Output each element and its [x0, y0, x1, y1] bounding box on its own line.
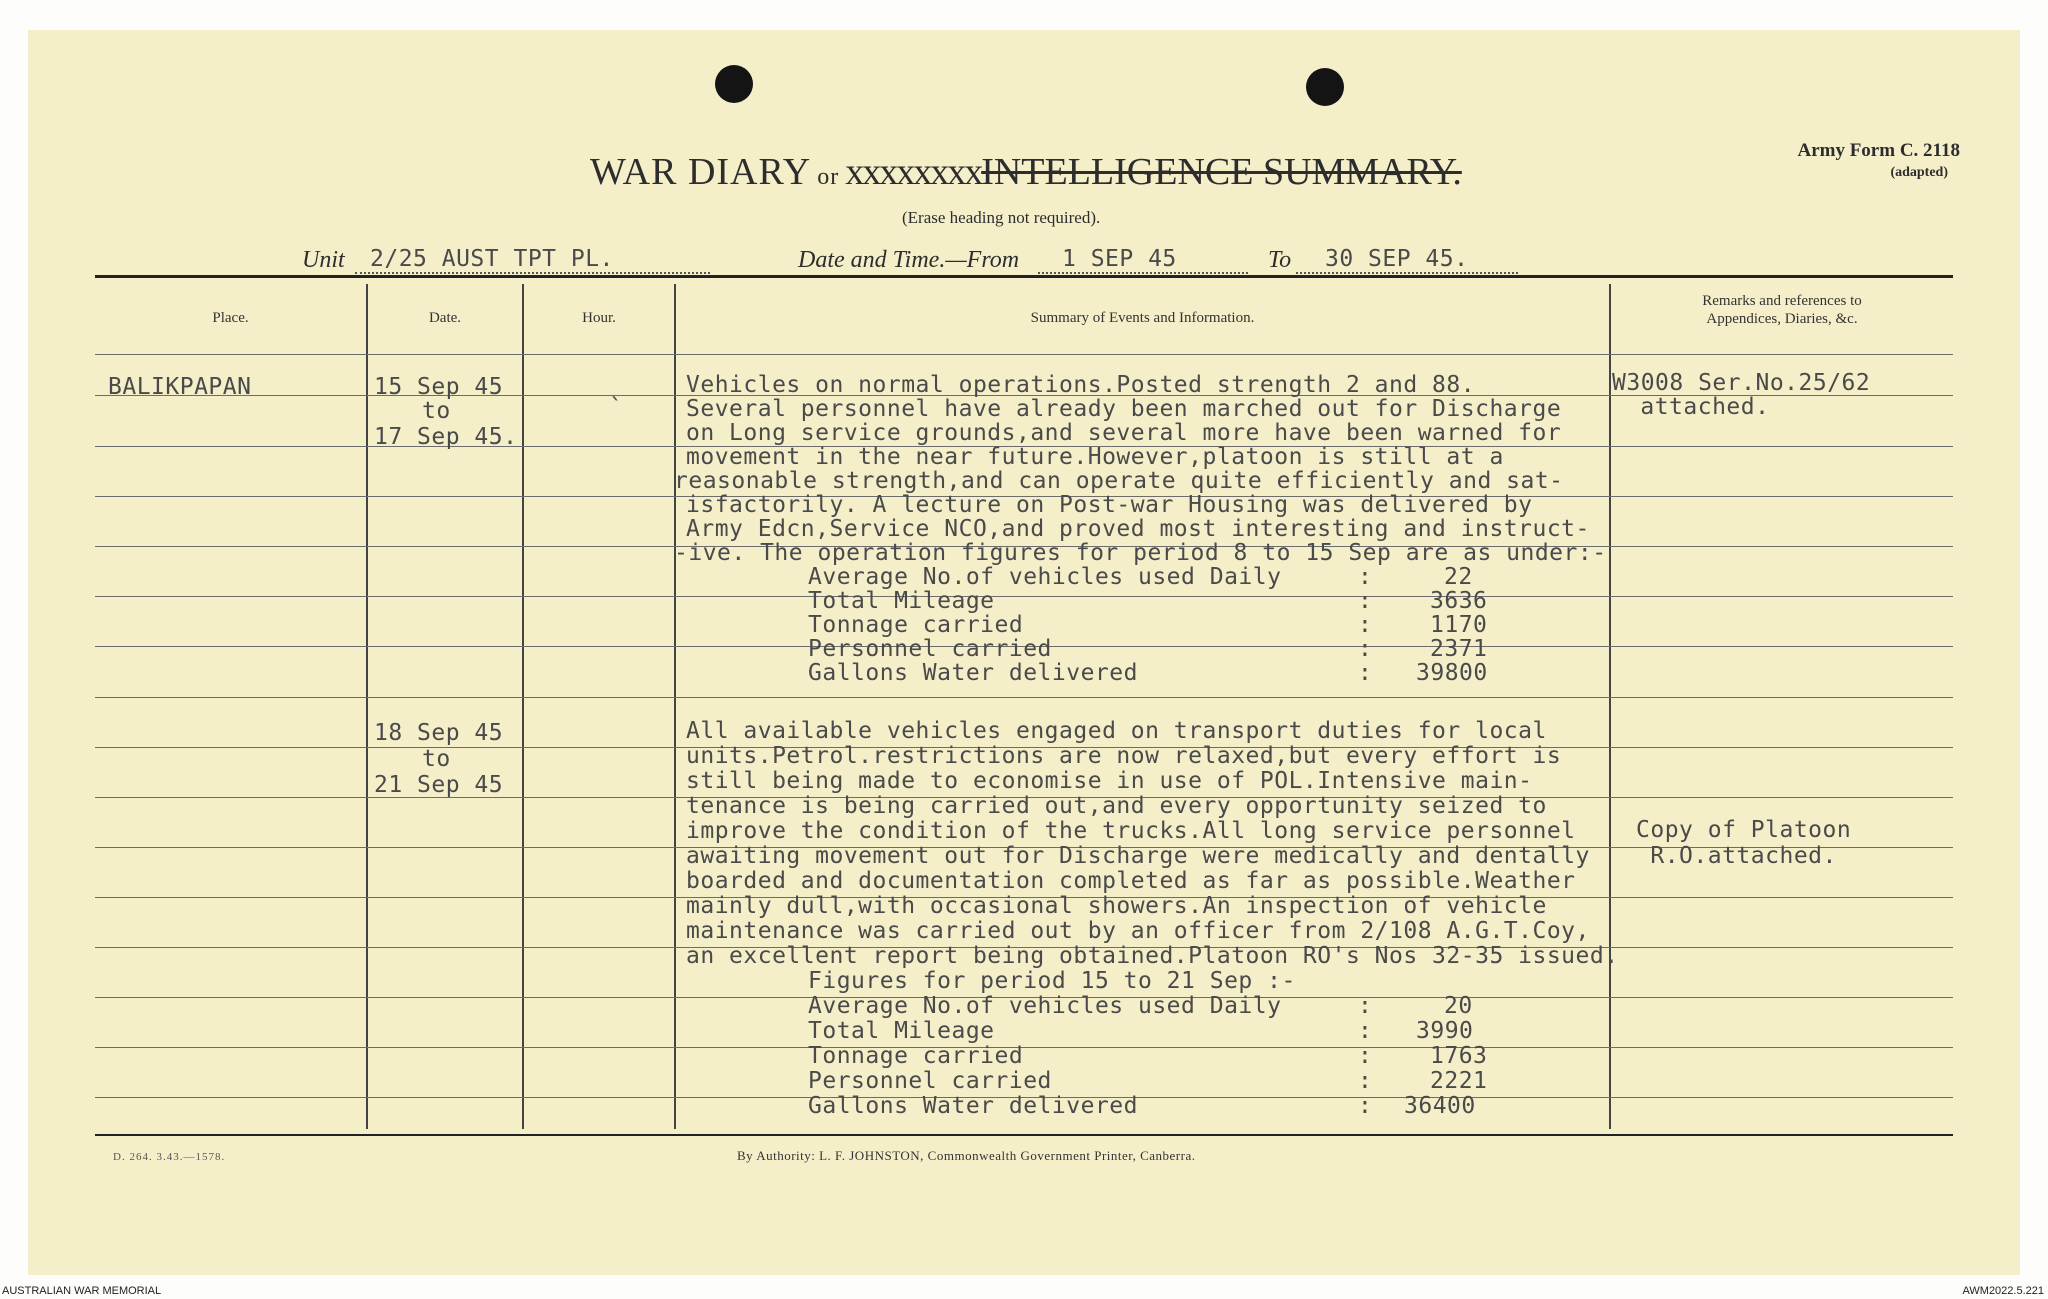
- col-head-remarks-line-1: Remarks and references to: [1702, 293, 1862, 309]
- punch-hole-right: [1306, 68, 1344, 106]
- remarks-line: W3008 Ser.No.25/62: [1612, 370, 1871, 396]
- col-head-remarks: [1611, 292, 1953, 328]
- stat-value: 3636: [1430, 588, 1488, 614]
- summary-line: mainly dull,with occasional showers.An inspection of vehicle: [686, 893, 1547, 919]
- stat-value: 39800: [1416, 660, 1488, 686]
- column-divider-4: [1609, 284, 1611, 1129]
- stat-label: Personnel carried: [808, 1068, 1052, 1094]
- title-or: or: [817, 164, 840, 190]
- summary-line: reasonable strength,and can operate quite efficiently and sat-: [674, 468, 1564, 494]
- stat-label: Gallons Water delivered: [808, 1093, 1138, 1119]
- col-head-remarks-line-2: Appendices, Diaries, &c.: [1706, 311, 1858, 327]
- table-top-rule: [95, 275, 1953, 278]
- unit-value: 2/25 AUST TPT PL.: [370, 246, 614, 272]
- stat-label: Average No.of vehicles used Daily: [808, 564, 1282, 590]
- row-rule: [95, 354, 1953, 355]
- stat-value: 36400: [1404, 1093, 1476, 1119]
- summary-line: movement in the near future.However,platoon is still at a: [686, 444, 1504, 470]
- entry-place: BALIKPAPAN: [108, 374, 252, 400]
- stat-sep: :: [1358, 993, 1373, 1019]
- col-head-place: Place.: [212, 310, 249, 326]
- stat-label: Gallons Water delivered: [808, 660, 1138, 686]
- stat-value: 1170: [1430, 612, 1488, 638]
- stat-sep: :: [1358, 1018, 1373, 1044]
- summary-line: All available vehicles engaged on transport duties for local: [686, 718, 1547, 744]
- title-intelligence-summary: INTELLIGENCE SUMMARY.: [981, 151, 1462, 193]
- stat-label: Tonnage carried: [808, 1043, 1024, 1069]
- entry-date-to-word: to: [422, 398, 451, 424]
- stat-value: 2221: [1430, 1068, 1488, 1094]
- summary-line: Vehicles on normal operations.Posted strength 2 and 88.: [686, 372, 1476, 398]
- column-divider-3: [674, 284, 676, 1129]
- stat-sep: :: [1358, 1068, 1373, 1094]
- archive-bar: [0, 1284, 2048, 1299]
- remarks-line: Copy of Platoon: [1636, 817, 1852, 843]
- stat-sep: :: [1358, 612, 1373, 638]
- stat-label: Tonnage carried: [808, 612, 1024, 638]
- summary-line: maintenance was carried out by an officer from 2/108 A.G.T.Coy,: [686, 918, 1590, 944]
- remarks-line: attached.: [1626, 394, 1770, 420]
- column-divider-1: [366, 284, 368, 1129]
- summary-line: an excellent report being obtained.Platoon RO's Nos 32-35 issued.: [686, 943, 1619, 969]
- printer-authority: By Authority: L. F. JOHNSTON, Commonwealth Government Printer, Canberra.: [737, 1148, 1196, 1163]
- stat-label: Personnel carried: [808, 636, 1052, 662]
- summary-line: isfactorily. A lecture on Post-war Housing was delivered by: [686, 492, 1533, 518]
- print-code: D. 264. 3.43.—1578.: [113, 1151, 226, 1163]
- summary-line: Figures for period 15 to 21 Sep :-: [808, 968, 1296, 994]
- row-rule: [95, 596, 1953, 597]
- entry-date-from: 18 Sep 45: [374, 720, 504, 746]
- summary-line: on Long service grounds,and several more have been warned for: [686, 420, 1562, 446]
- column-divider-2: [522, 284, 524, 1129]
- title-erased-overstrike: xxxxxxxx: [845, 151, 982, 193]
- erase-note: (Erase heading not required).: [902, 208, 1101, 227]
- unit-dotted-line: [355, 272, 710, 274]
- entry-date-to: 21 Sep 45: [374, 772, 504, 798]
- stat-sep: :: [1358, 1043, 1373, 1069]
- stat-value: 1763: [1430, 1043, 1488, 1069]
- army-form-label: Army Form C. 2118: [1797, 140, 1960, 161]
- entry-date-from: 15 Sep 45: [374, 374, 504, 400]
- stat-sep: :: [1358, 564, 1373, 590]
- stat-sep: :: [1358, 636, 1373, 662]
- title-war-diary: WAR DIARY: [590, 151, 812, 193]
- stat-value: 3990: [1416, 1018, 1474, 1044]
- col-head-date: Date.: [428, 310, 462, 326]
- col-head-summary: Summary of Events and Information.: [1030, 310, 1255, 326]
- to-date-value: 30 SEP 45.: [1325, 246, 1469, 272]
- from-dotted-line: [1038, 272, 1248, 274]
- archive-name: AUSTRALIAN WAR MEMORIAL: [2, 1285, 162, 1297]
- stat-value: 2371: [1430, 636, 1488, 662]
- to-dotted-line: [1296, 272, 1518, 274]
- date-time-label: Date and Time.—From: [798, 247, 1020, 273]
- stat-sep: :: [1358, 1093, 1373, 1119]
- army-form-adapted: (adapted): [1890, 165, 1948, 180]
- summary-line: Army Edcn,Service NCO,and proved most interesting and instruct-: [686, 516, 1590, 542]
- archive-reference: AWM2022.5.221: [1962, 1285, 2044, 1297]
- summary-line: tenance is being carried out,and every opportunity seized to: [686, 793, 1547, 819]
- entry-hour-mark: ˎ: [608, 374, 623, 400]
- summary-line: improve the condition of the trucks.All long service personnel: [686, 818, 1576, 844]
- table-bottom-rule: [95, 1134, 1953, 1136]
- to-label: To: [1268, 247, 1292, 273]
- summary-line: Several personnel have already been marched out for Discharge: [686, 396, 1562, 422]
- summary-line: awaiting movement out for Discharge were medically and dentally: [686, 843, 1590, 869]
- summary-line: units.Petrol.restrictions are now relaxed,but every effort is: [686, 743, 1562, 769]
- entry-date-to-word: to: [422, 746, 451, 772]
- row-rule: [95, 697, 1953, 698]
- summary-line: -ive. The operation figures for period 8 to 15 Sep are as under:-: [674, 540, 1607, 566]
- stat-value: 20: [1444, 993, 1473, 1019]
- row-rule: [95, 1047, 1953, 1048]
- stat-sep: :: [1358, 660, 1373, 686]
- summary-line: still being made to economise in use of POL.Intensive main-: [686, 768, 1533, 794]
- army-form-number: [1797, 140, 1960, 184]
- punch-hole-left: [715, 65, 753, 103]
- summary-line: boarded and documentation completed as far as possible.Weather: [686, 868, 1576, 894]
- stat-label: Average No.of vehicles used Daily: [808, 993, 1282, 1019]
- entry-date-to: 17 Sep 45.: [374, 424, 518, 450]
- stat-label: Total Mileage: [808, 588, 995, 614]
- stat-value: 22: [1444, 564, 1473, 590]
- from-date-value: 1 SEP 45: [1062, 246, 1177, 272]
- col-head-hour: Hour.: [582, 310, 616, 326]
- unit-label: Unit: [302, 247, 345, 273]
- remarks-line: R.O.attached.: [1636, 843, 1837, 869]
- stat-label: Total Mileage: [808, 1018, 995, 1044]
- stat-sep: :: [1358, 588, 1373, 614]
- form-title: [590, 150, 1462, 194]
